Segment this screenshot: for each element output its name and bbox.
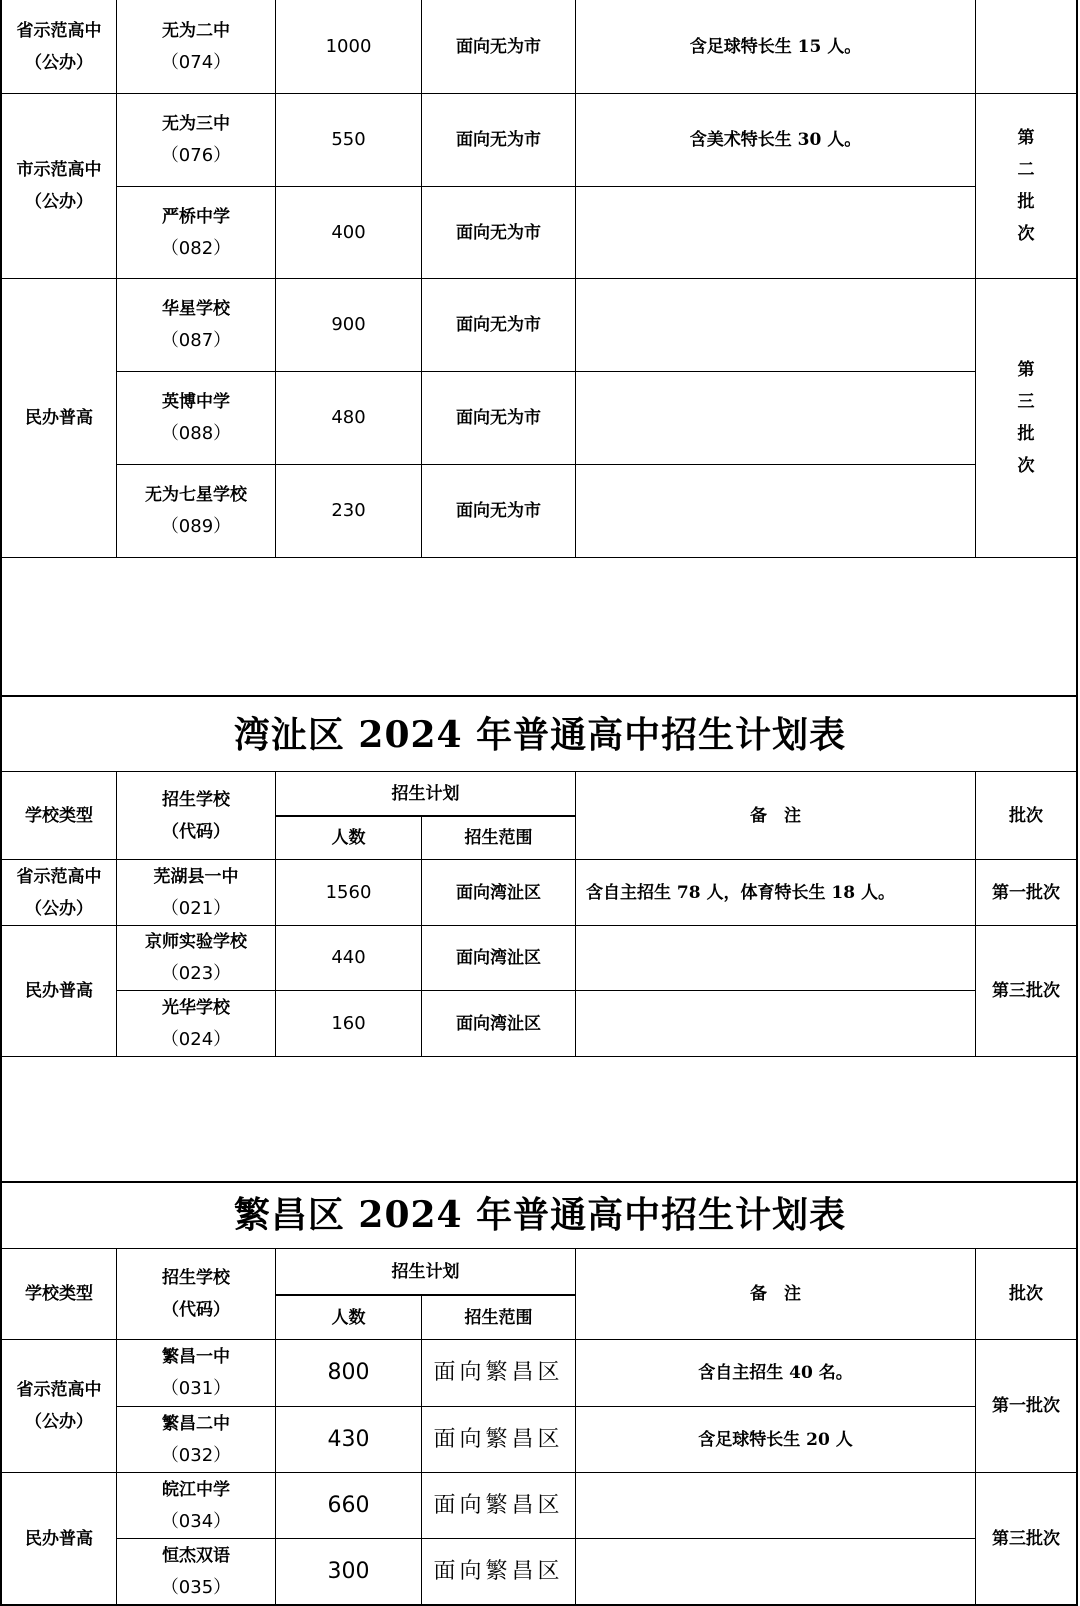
- school-name-cell: 光华学校 （024）: [160, 997, 232, 1050]
- scope-cell: 面向无为市: [456, 130, 541, 150]
- table-title: 繁昌区 2024 年普通高中招生计划表: [233, 1194, 847, 1236]
- school-type-cell: 省示范高中 （公办）: [16, 1380, 102, 1432]
- note-cell: 含美术特长生 30 人。: [689, 130, 862, 150]
- school-type-cell: 民办普高: [25, 1528, 93, 1549]
- note-cell: 含自主招生 78 人，体育特长生 18 人。: [586, 882, 895, 903]
- school-name-cell: 无为二中 （074）: [160, 20, 232, 73]
- school-name-cell: 严桥中学 （082）: [160, 206, 232, 259]
- note-cell: [576, 1539, 975, 1604]
- count-cell: 900: [331, 314, 366, 335]
- scope-cell: 面向湾沚区: [456, 948, 541, 968]
- count-cell: 440: [331, 947, 366, 968]
- scope-cell: 面向无为市: [456, 222, 541, 243]
- note-cell: [576, 465, 975, 557]
- school-name-cell: 芜湖县一中 （021）: [153, 866, 239, 919]
- scope-cell: 面向无为市: [456, 315, 541, 335]
- note-cell: 含足球特长生 20 人: [698, 1429, 853, 1450]
- scope-cell: 面向繁昌区: [433, 1360, 564, 1385]
- header-school-type: 学校类型: [25, 805, 93, 826]
- count-cell: 1560: [325, 881, 372, 903]
- school-name-cell: 无为三中 （076）: [160, 114, 232, 166]
- batch-cell: 第 二 批 次: [1017, 128, 1035, 244]
- school-name-cell: 京师实验学校 （023）: [145, 932, 247, 984]
- batch-cell: 第三批次: [992, 1528, 1060, 1549]
- table-title: 湾沚区 2024 年普通高中招生计划表: [233, 714, 847, 756]
- scope-cell: 面向无为市: [456, 501, 541, 521]
- scope-cell: 面向繁昌区: [433, 1558, 564, 1584]
- school-type-cell: 民办普高: [25, 981, 93, 1001]
- count-cell: 800: [327, 1360, 370, 1385]
- count-cell: 660: [327, 1492, 370, 1518]
- header-school: 招生学校 （代码）: [162, 789, 230, 842]
- scope-cell: 面向无为市: [456, 36, 541, 57]
- wuwei-table: [0, 0, 1080, 558]
- count-cell: 550: [331, 129, 366, 150]
- school-name-cell: 无为七星学校 （089）: [145, 485, 247, 537]
- count-cell: 160: [331, 1012, 366, 1034]
- header-batch: 批次: [1009, 805, 1043, 826]
- scope-cell: 面向湾沚区: [456, 882, 541, 903]
- batch-cell: 第 三 批 次: [1017, 360, 1035, 476]
- header-note: 备 注: [750, 805, 801, 826]
- school-type-cell: 市示范高中 （公办）: [16, 160, 102, 212]
- school-type-cell: 省示范高中 （公办）: [16, 866, 102, 919]
- header-batch: 批次: [1009, 1284, 1043, 1304]
- school-name-cell: 英博中学 （088）: [160, 392, 232, 444]
- note-cell: [576, 187, 975, 278]
- note-cell: 含自主招生 40 名。: [698, 1363, 853, 1383]
- note-cell: [576, 926, 975, 990]
- header-scope: 招生范围: [464, 1307, 533, 1328]
- batch-cell: 第一批次: [992, 1396, 1060, 1416]
- school-type-cell: 民办普高: [25, 408, 93, 428]
- header-school-type: 学校类型: [25, 1284, 93, 1304]
- school-name-cell: 繁昌二中 （032）: [160, 1413, 232, 1466]
- count-cell: 1000: [325, 35, 372, 57]
- note-cell: [576, 372, 975, 464]
- header-school: 招生学校 （代码）: [162, 1268, 230, 1320]
- header-plan: 招生计划: [391, 1261, 460, 1282]
- note-cell: [576, 991, 975, 1056]
- batch-cell: 第一批次: [992, 882, 1060, 903]
- scope-cell: 面向无为市: [456, 408, 541, 428]
- scope-cell: 面向繁昌区: [433, 1492, 564, 1518]
- note-cell: 含足球特长生 15 人。: [689, 36, 862, 57]
- school-name-cell: 恒杰双语 （035）: [160, 1545, 232, 1598]
- header-count: 人数: [331, 828, 366, 848]
- school-name-cell: 皖江中学 （034）: [160, 1479, 232, 1532]
- school-name-cell: 繁昌一中 （031）: [160, 1347, 232, 1399]
- header-plan: 招生计划: [391, 783, 460, 804]
- count-cell: 480: [331, 407, 366, 428]
- batch-cell: 第三批次: [992, 981, 1060, 1001]
- header-scope: 招生范围: [464, 828, 533, 848]
- header-count: 人数: [331, 1307, 366, 1328]
- note-cell: [576, 279, 975, 371]
- spacer-row: [0, 558, 1078, 695]
- count-cell: 300: [327, 1558, 370, 1584]
- wanzhi-table: [0, 695, 1080, 1057]
- count-cell: 400: [331, 221, 366, 243]
- scope-cell: 面向湾沚区: [456, 1013, 541, 1034]
- note-cell: [576, 1473, 975, 1538]
- header-note: 备 注: [750, 1284, 801, 1304]
- school-name-cell: 华星学校 （087）: [160, 299, 232, 351]
- count-cell: 430: [327, 1426, 370, 1452]
- fanchang-table: [0, 1181, 1080, 1606]
- count-cell: 230: [331, 500, 366, 521]
- spacer-row: [0, 1057, 1078, 1181]
- scope-cell: 面向繁昌区: [433, 1426, 564, 1452]
- school-type-cell: 省示范高中 （公办）: [16, 20, 102, 73]
